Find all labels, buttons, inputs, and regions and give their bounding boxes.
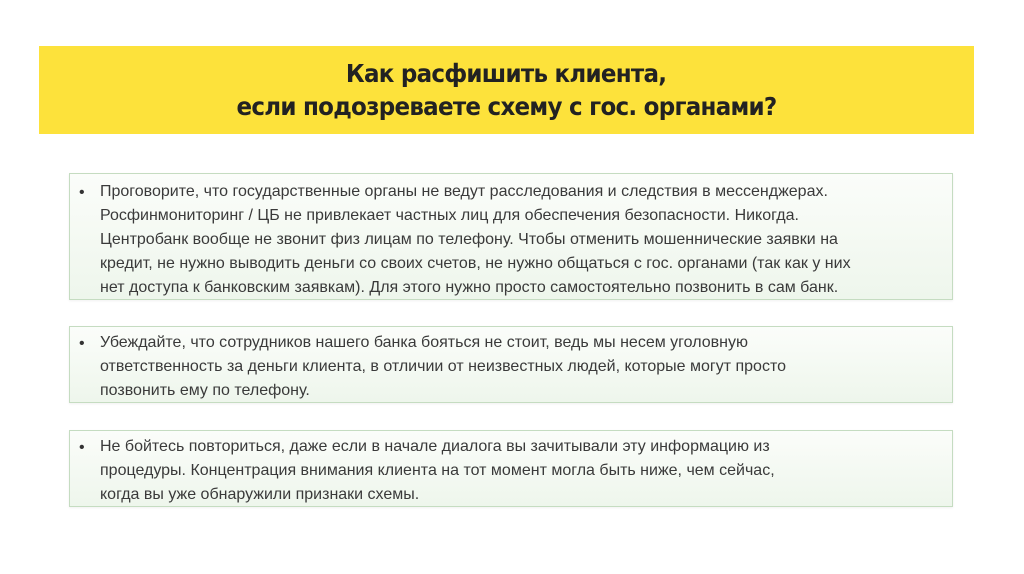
bullet-icon: • xyxy=(79,335,85,352)
bullet-icon: • xyxy=(79,439,85,456)
info-card-2 xyxy=(69,326,953,403)
text-line: когда вы уже обнаружили признаки схемы. xyxy=(100,486,420,503)
slide-title-line-1: Как расфишить клиента, xyxy=(346,59,667,88)
text-line: нет доступа к банковским заявкам). Для этого нужно просто самостоятельно позвонить в сам банк. xyxy=(100,279,839,296)
info-card-1 xyxy=(69,173,953,300)
card-text xyxy=(100,331,942,403)
text-line: Центробанк вообще не звонит физ лицам по телефону. Чтобы отменить мошеннические заявки на xyxy=(100,231,838,248)
card-text xyxy=(100,180,942,300)
info-card-3 xyxy=(69,430,953,507)
bullet-icon: • xyxy=(79,184,85,201)
text-line: кредит, не нужно выводить деньги со своих счетов, не нужно общаться с гос. органами (так как у них xyxy=(100,255,851,272)
text-line: Проговорите, что государственные органы не ведут расследования и следствия в мессенджерах. xyxy=(100,183,828,200)
title-banner xyxy=(39,46,974,134)
text-line: позвонить ему по телефону. xyxy=(100,382,310,399)
text-line: процедуры. Концентрация внимания клиента на тот момент могла быть ниже, чем сейчас, xyxy=(100,462,775,479)
text-line: Не бойтесь повториться, даже если в начале диалога вы зачитывали эту информацию из xyxy=(100,438,770,455)
text-line: Росфинмониторинг / ЦБ не привлекает частных лиц для обеспечения безопасности. Никогда. xyxy=(100,207,799,224)
text-line: Убеждайте, что сотрудников нашего банка бояться не стоит, ведь мы несем уголовную xyxy=(100,334,748,351)
text-line: ответственность за деньги клиента, в отличии от неизвестных людей, которые могут просто xyxy=(100,358,786,375)
card-text xyxy=(100,435,942,507)
slide-title-line-2: если подозреваете схему с гос. органами? xyxy=(236,92,777,121)
